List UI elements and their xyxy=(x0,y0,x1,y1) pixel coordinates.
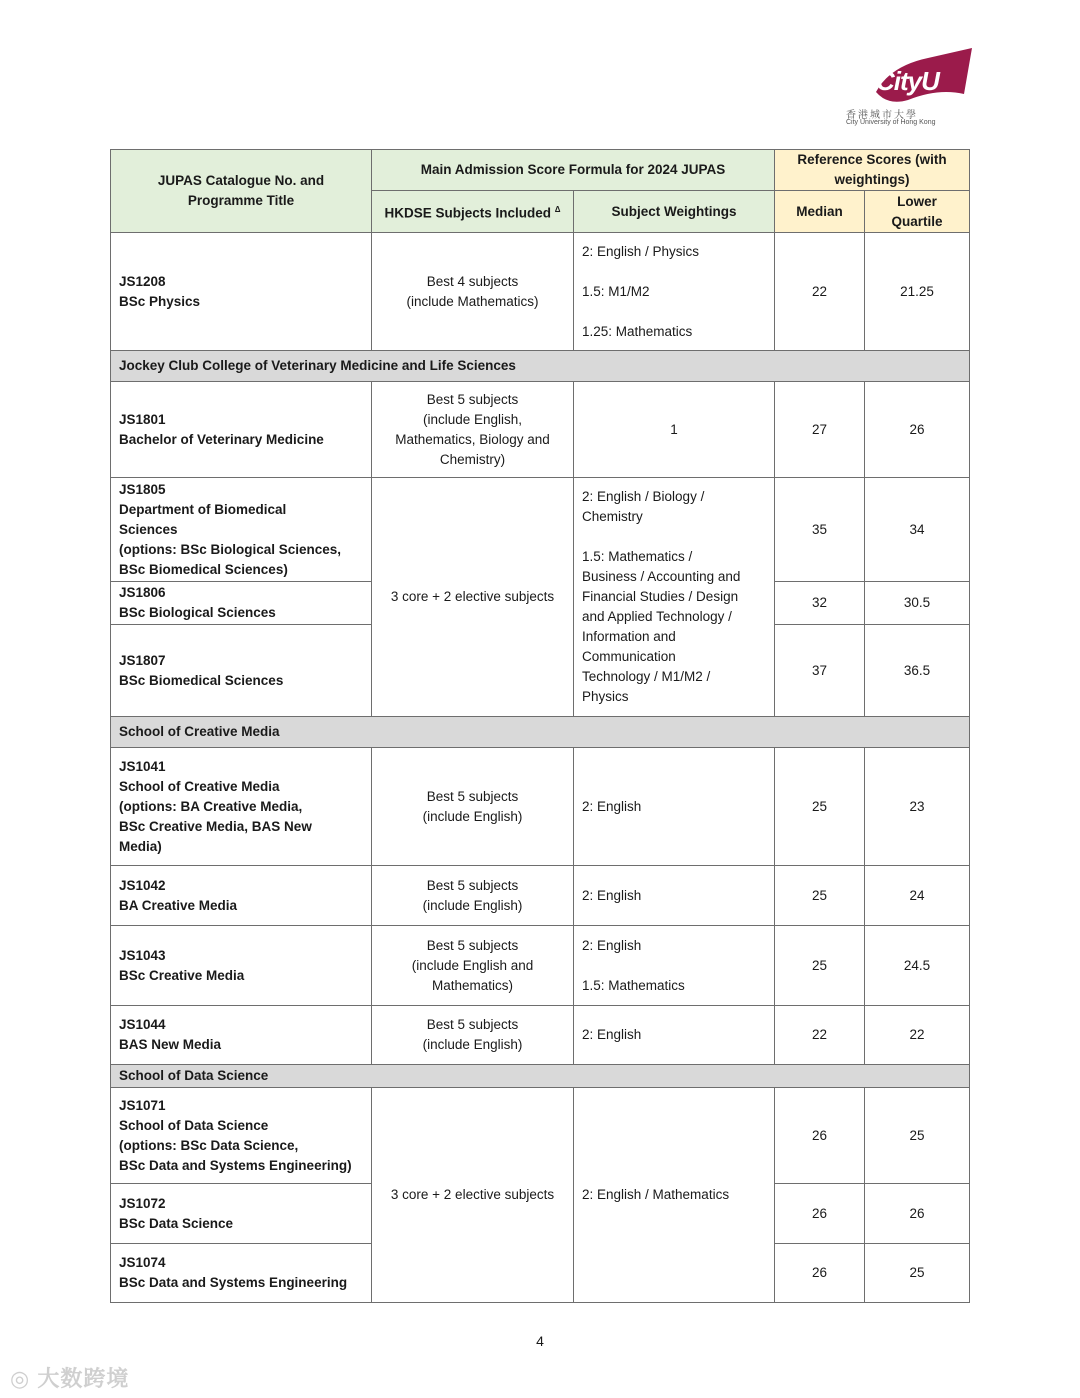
header-median: Median xyxy=(775,191,865,233)
table-row xyxy=(111,926,970,1006)
programme-cell: JS1807 BSc Biomedical Sciences xyxy=(111,625,372,717)
subjects-cell: Best 5 subjects (include English) xyxy=(372,866,574,926)
lower-quartile-cell: 34 xyxy=(865,478,970,582)
median-cell: 25 xyxy=(775,926,865,1006)
median-cell: 26 xyxy=(775,1244,865,1303)
subjects-cell: Best 5 subjects (include English, Mathematics, Biology and Chemistry) xyxy=(372,382,574,478)
weightings-cell: 2: English / Physics 1.5: M1/M2 1.25: Mathematics xyxy=(574,233,775,351)
lower-quartile-cell: 25 xyxy=(865,1088,970,1184)
section-title: Jockey Club College of Veterinary Medicine and Life Sciences xyxy=(111,351,970,382)
programme-cell: JS1043 BSc Creative Media xyxy=(111,926,372,1006)
weightings-cell: 2: English / Biology / Chemistry 1.5: Mathematics / Business / Accounting and Financial Studies / Design and Applied Technology / Information and Communication Technology / M1/M2 / Physics xyxy=(574,478,775,717)
weightings-cell: 1 xyxy=(574,382,775,478)
lower-quartile-cell: 26 xyxy=(865,382,970,478)
programme-cell: JS1806 BSc Biological Sciences xyxy=(111,582,372,625)
table-row xyxy=(111,1006,970,1065)
programme-cell: JS1074 BSc Data and Systems Engineering xyxy=(111,1244,372,1303)
programme-cell: JS1041 School of Creative Media (options: BA Creative Media, BSc Creative Media, BAS New Media) xyxy=(111,748,372,866)
table-row xyxy=(111,866,970,926)
table-row xyxy=(111,1088,970,1184)
lower-quartile-cell: 30.5 xyxy=(865,582,970,625)
median-cell: 35 xyxy=(775,478,865,582)
subjects-cell: Best 5 subjects (include English and Mathematics) xyxy=(372,926,574,1006)
programme-cell: JS1044 BAS New Media xyxy=(111,1006,372,1065)
lower-quartile-cell: 25 xyxy=(865,1244,970,1303)
logo-brand-text: CityU xyxy=(876,66,939,96)
section-row xyxy=(111,717,970,748)
table-row xyxy=(111,478,970,582)
lower-quartile-cell: 24.5 xyxy=(865,926,970,1006)
watermark: ◎ 大数跨境 xyxy=(10,1366,130,1391)
cityu-logo xyxy=(842,44,976,130)
subjects-cell: Best 5 subjects (include English) xyxy=(372,748,574,866)
page-number: 4 xyxy=(536,1333,544,1349)
table-row xyxy=(111,382,970,478)
subjects-cell: Best 4 subjects (include Mathematics) xyxy=(372,233,574,351)
median-cell: 22 xyxy=(775,1006,865,1065)
programme-cell: JS1042 BA Creative Media xyxy=(111,866,372,926)
subjects-cell: 3 core + 2 elective subjects xyxy=(372,1088,574,1303)
median-cell: 27 xyxy=(775,382,865,478)
header-programme: JUPAS Catalogue No. and Programme Title xyxy=(111,150,372,233)
median-cell: 37 xyxy=(775,625,865,717)
median-cell: 22 xyxy=(775,233,865,351)
programme-cell: JS1071 School of Data Science (options: BSc Data Science, BSc Data and Systems Engineering) xyxy=(111,1088,372,1184)
median-cell: 26 xyxy=(775,1184,865,1244)
programme-cell: JS1805 Department of Biomedical Sciences (options: BSc Biological Sciences, BSc Biomedical Sciences) xyxy=(111,478,372,582)
section-row xyxy=(111,351,970,382)
weightings-cell: 2: English 1.5: Mathematics xyxy=(574,926,775,1006)
table-row xyxy=(111,748,970,866)
median-cell: 25 xyxy=(775,866,865,926)
programme-cell: JS1208 BSc Physics xyxy=(111,233,372,351)
watermark-icon: ◎ xyxy=(10,1366,38,1391)
logo-chinese-name: 香港城市大學 xyxy=(846,110,918,121)
weightings-cell: 2: English xyxy=(574,748,775,866)
section-row xyxy=(111,1065,970,1088)
programme-cell: JS1801 Bachelor of Veterinary Medicine xyxy=(111,382,372,478)
subjects-cell: Best 5 subjects (include English) xyxy=(372,1006,574,1065)
section-title: School of Creative Media xyxy=(111,717,970,748)
weightings-cell: 2: English / Mathematics xyxy=(574,1088,775,1303)
header-lower-quartile: Lower Quartile xyxy=(865,191,970,233)
lower-quartile-cell: 36.5 xyxy=(865,625,970,717)
admission-score-table xyxy=(110,149,970,1303)
lower-quartile-cell: 21.25 xyxy=(865,233,970,351)
lower-quartile-cell: 24 xyxy=(865,866,970,926)
header-subject-weightings: Subject Weightings xyxy=(574,191,775,233)
median-cell: 25 xyxy=(775,748,865,866)
section-title: School of Data Science xyxy=(111,1065,970,1088)
median-cell: 32 xyxy=(775,582,865,625)
subjects-cell: 3 core + 2 elective subjects xyxy=(372,478,574,717)
table-row xyxy=(111,233,970,351)
header-reference-scores: Reference Scores (with weightings) xyxy=(775,150,970,191)
lower-quartile-cell: 26 xyxy=(865,1184,970,1244)
lower-quartile-cell: 23 xyxy=(865,748,970,866)
logo-english-name: City University of Hong Kong xyxy=(846,119,936,126)
header-subjects-included: HKDSE Subjects Included $^\Delta$ xyxy=(372,191,574,233)
weightings-cell: 2: English xyxy=(574,1006,775,1065)
lower-quartile-cell: 22 xyxy=(865,1006,970,1065)
median-cell: 26 xyxy=(775,1088,865,1184)
header-formula: Main Admission Score Formula for 2024 JUPAS xyxy=(372,150,775,191)
programme-cell: JS1072 BSc Data Science xyxy=(111,1184,372,1244)
weightings-cell: 2: English xyxy=(574,866,775,926)
